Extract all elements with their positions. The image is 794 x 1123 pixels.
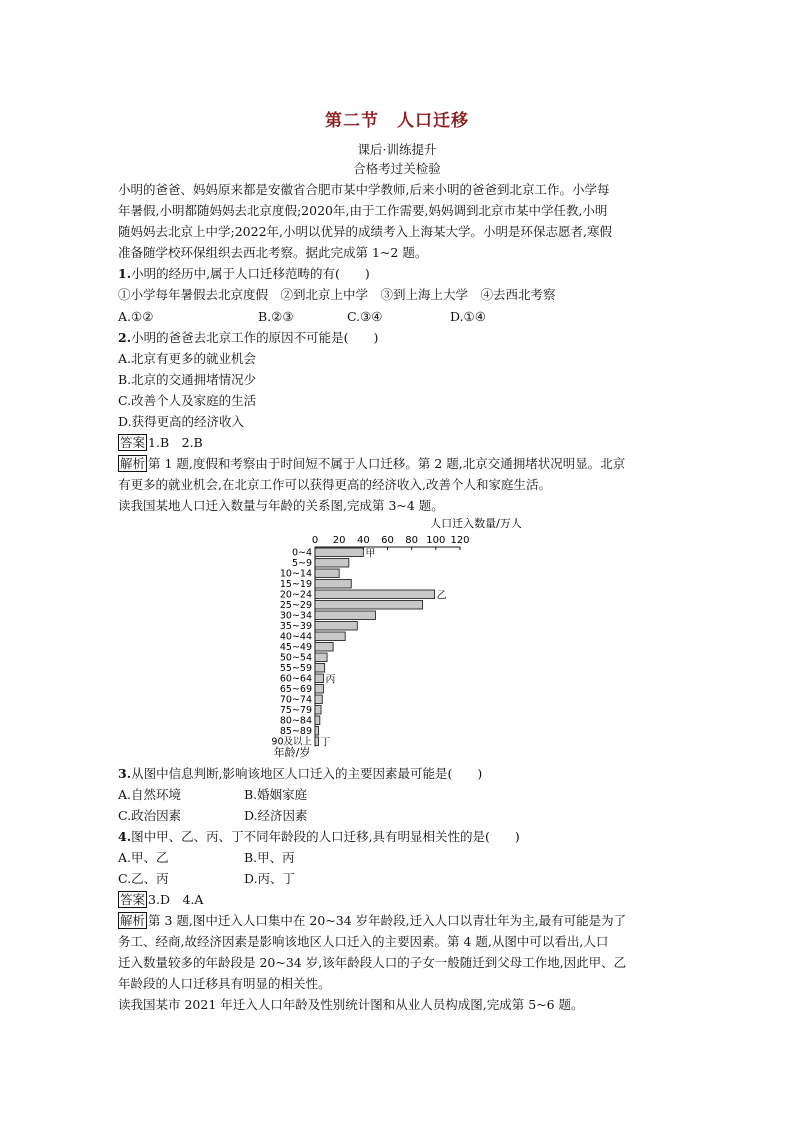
- question-number: 3.: [118, 766, 132, 781]
- page-title: 第二节 人口迁移: [325, 111, 469, 131]
- intro-text: 读我国某市 2021 年迁入人口年龄及性别统计图和从业人员构成图,完成第 5~6 题。: [118, 997, 584, 1012]
- answer-text: 1.B 2.B: [148, 435, 203, 450]
- question-4: [118, 827, 520, 847]
- question-stem: 从图中信息判断,影响该地区人口迁入的主要因素最可能是( ): [131, 766, 483, 781]
- option-b[interactable]: B.北京的交通拥堵情况少: [118, 372, 257, 387]
- bar: [315, 706, 321, 715]
- bar: [315, 737, 319, 746]
- passage-line: 随妈妈去北京上中学;2022年,小明以优异的成绩考入上海某大学。小明是环保志愿者,寒假: [118, 224, 612, 239]
- migration-age-chart: [240, 512, 540, 762]
- bar-annotation: 乙: [436, 590, 447, 602]
- question-stem: 图中甲、乙、丙、丁不同年龄段的人口迁移,具有明显相关性的是( ): [131, 829, 520, 844]
- bar: [315, 632, 345, 641]
- bar: [315, 611, 375, 620]
- bar-annotation: 丁: [320, 737, 331, 749]
- analysis-line: 年龄段的人口迁移具有明显的相关性。: [118, 976, 331, 991]
- bar: [315, 664, 325, 673]
- y-tick-label: 35~39: [279, 621, 312, 632]
- question-number: 1.: [118, 266, 132, 281]
- bar: [315, 569, 339, 578]
- analysis-1: [118, 454, 625, 474]
- analysis-text: 第 3 题,图中迁入人口集中在 20~34 岁年龄段,迁入人口以青壮年为主,最有可能是为了: [148, 913, 627, 928]
- option-a[interactable]: A.①②: [118, 309, 154, 324]
- x-tick-label: 100: [426, 535, 446, 546]
- y-axis-label: 年龄/岁: [273, 746, 311, 759]
- passage-line: 小明的爸爸、妈妈原来都是安徽省合肥市某中学教师,后来小明的爸爸到北京工作。小学每: [118, 182, 610, 197]
- bar: [315, 548, 363, 557]
- y-tick-label: 0~4: [291, 547, 312, 559]
- y-tick-label: 80~84: [279, 715, 312, 727]
- passage-line: 准备随学校环保组织去西北考察。据此完成第 1~2 题。: [118, 245, 428, 260]
- option-d[interactable]: D.经济因素: [244, 808, 308, 823]
- x-tick-label: 20: [332, 535, 346, 546]
- bar-annotation: 甲: [365, 548, 376, 560]
- question-3: [118, 764, 482, 784]
- y-tick-label: 85~89: [279, 726, 312, 737]
- question-stem: 小明的经历中,属于人口迁移范畴的有( ): [131, 266, 370, 281]
- answer-text: 3.D 4.A: [148, 892, 204, 907]
- y-tick-label: 5~9: [291, 558, 312, 569]
- option-d[interactable]: D.获得更高的经济收入: [118, 414, 245, 429]
- option-a[interactable]: A.甲、乙: [118, 850, 169, 865]
- option-b[interactable]: B.②③: [258, 309, 294, 324]
- option-d[interactable]: D.①④: [450, 309, 486, 324]
- bar: [315, 580, 351, 589]
- y-tick-label: 30~34: [279, 610, 312, 622]
- analysis-label: 解析: [120, 913, 146, 928]
- answer-2: [118, 890, 203, 910]
- y-tick-label: 20~24: [279, 589, 312, 601]
- option-b[interactable]: B.婚姻家庭: [244, 787, 308, 802]
- bar: [315, 685, 323, 694]
- y-tick-label: 75~79: [279, 705, 312, 716]
- question-4-options-row-2: [118, 869, 518, 889]
- option-a[interactable]: A.北京有更多的就业机会: [118, 351, 257, 366]
- option-c[interactable]: C.改善个人及家庭的生活: [118, 393, 257, 408]
- bar: [315, 622, 357, 631]
- x-tick-label: 60: [381, 535, 394, 546]
- analysis-label: 解析: [120, 456, 146, 471]
- bar: [315, 695, 322, 704]
- option-a[interactable]: A.自然环境: [118, 787, 182, 802]
- y-tick-label: 40~44: [279, 631, 312, 643]
- y-tick-label: 50~54: [279, 652, 312, 664]
- analysis-text: 第 1 题,度假和考察由于时间短不属于人口迁移。第 2 题,北京交通拥堵状况明显。北京: [148, 456, 626, 471]
- bar: [315, 601, 423, 610]
- question-1-options: [118, 307, 678, 327]
- y-tick-label: 25~29: [279, 600, 312, 611]
- question-number: 4.: [118, 829, 132, 844]
- analysis-line: 迁入数量较多的年龄段是 20~34 岁,该年龄段人口的子女一般随迁到父母工作地,因此甲、乙: [118, 955, 627, 970]
- bar: [315, 727, 319, 736]
- analysis-line: 务工、经商,故经济因素是影响该地区人口迁入的主要因素。第 4 题,从图中可以看出,人口: [118, 934, 609, 949]
- analysis-2: [118, 911, 626, 931]
- question-number: 2.: [118, 330, 132, 345]
- answer-1: [118, 433, 203, 453]
- chart-title: 人口迁入数量/万人: [430, 517, 522, 530]
- y-tick-label: 70~74: [279, 694, 312, 706]
- subtitle: 课后·训练提升: [357, 142, 437, 157]
- bar: [315, 716, 320, 725]
- question-2: [118, 328, 378, 348]
- y-tick-label: 10~14: [279, 568, 312, 580]
- bar: [315, 653, 327, 662]
- question-1: [118, 264, 370, 284]
- section-heading: 合格考过关检验: [353, 161, 441, 176]
- answer-label: 答案: [120, 435, 146, 450]
- option-c[interactable]: C.③④: [347, 309, 383, 324]
- x-tick-label: 80: [405, 535, 419, 546]
- x-tick-label: 0: [311, 535, 319, 546]
- passage-line: 年暑假,小明都随妈妈去北京度假;2020年,由于工作需要,妈妈调到北京市某中学任教,小明: [118, 203, 608, 218]
- question-4-options-row-1: [118, 848, 518, 868]
- bar: [315, 559, 349, 568]
- question-3-options-row-1: [118, 785, 518, 805]
- option-d[interactable]: D.丙、丁: [244, 871, 296, 886]
- option-b[interactable]: B.甲、丙: [244, 850, 295, 865]
- question-stem: 小明的爸爸去北京工作的原因不可能是( ): [131, 330, 379, 345]
- bar-annotation: 丙: [325, 674, 336, 686]
- answer-label: 答案: [120, 892, 146, 907]
- bar: [315, 643, 333, 652]
- x-tick-label: 40: [356, 535, 370, 546]
- question-3-options-row-2: [118, 806, 518, 826]
- option-c[interactable]: C.乙、丙: [118, 871, 169, 886]
- y-tick-label: 45~49: [279, 642, 312, 653]
- bar: [315, 590, 435, 599]
- x-tick-label: 120: [450, 535, 470, 546]
- bar: [315, 674, 323, 683]
- analysis-line: 有更多的就业机会,在北京工作可以获得更高的经济收入,改善个人和家庭生活。: [118, 477, 551, 492]
- intro-text: 读我国某地人口迁入数量与年龄的关系图,完成第 3~4 题。: [118, 498, 444, 513]
- y-tick-label: 65~69: [279, 684, 312, 695]
- y-tick-label: 60~64: [279, 673, 312, 685]
- question-1-items: ①小学每年暑假去北京度假 ②到北京上中学 ③到上海上大学 ④去西北考察: [118, 287, 556, 302]
- option-c[interactable]: C.政治因素: [118, 808, 182, 823]
- y-tick-label: 15~19: [279, 579, 312, 590]
- y-tick-label: 55~59: [279, 663, 312, 674]
- y-tick-label: 90及以上: [271, 736, 312, 748]
